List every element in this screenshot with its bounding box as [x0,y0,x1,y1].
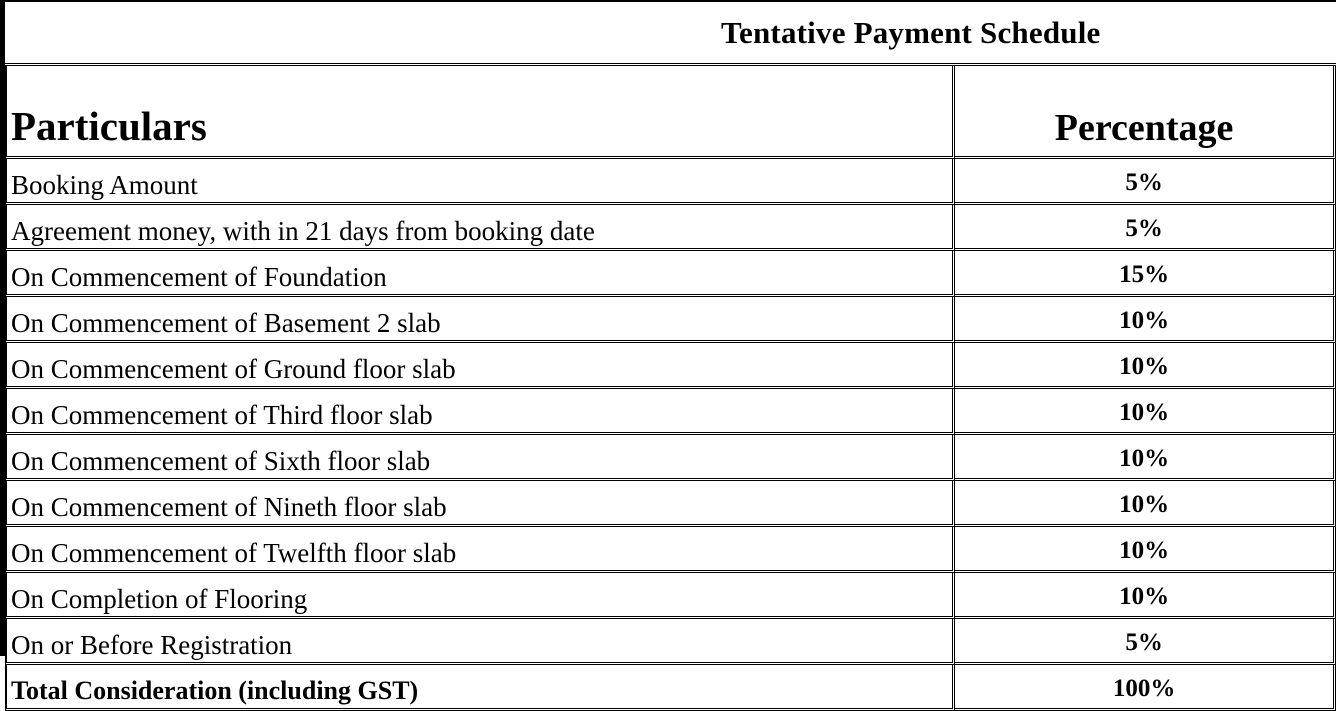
row-particular: On Commencement of Nineth floor slab [5,481,955,527]
table-row [5,343,1336,389]
row-percentage: 5% [955,159,1336,205]
row-particular: Agreement money, with in 21 days from booking date [5,205,955,251]
table-row [5,159,1336,205]
row-percentage: 15% [955,251,1336,297]
header-particulars: Particulars [5,66,955,159]
row-particular: On Commencement of Twelfth floor slab [5,527,955,573]
row-percentage: 10% [955,435,1336,481]
row-percentage: 10% [955,343,1336,389]
table-row [5,205,1336,251]
table-row [5,389,1336,435]
row-percentage: 10% [955,389,1336,435]
total-label: Total Consideration (including GST) [5,665,955,711]
row-particular: On or Before Registration [5,619,955,665]
table-row [5,251,1336,297]
row-particular: On Commencement of Basement 2 slab [5,297,955,343]
row-percentage: 5% [955,205,1336,251]
row-particular: On Commencement of Ground floor slab [5,343,955,389]
table-row [5,297,1336,343]
row-particular: On Completion of Flooring [5,573,955,619]
row-percentage: 10% [955,573,1336,619]
row-percentage: 5% [955,619,1336,665]
table-row [5,619,1336,665]
schedule-title: Tentative Payment Schedule [721,15,1101,50]
table-row [5,435,1336,481]
row-percentage: 10% [955,297,1336,343]
row-percentage: 10% [955,527,1336,573]
title-row [5,0,1336,62]
row-particular: Booking Amount [5,159,955,205]
table-header-row [5,66,1336,159]
table-row [5,481,1336,527]
payment-schedule-table [5,63,1336,711]
row-percentage: 10% [955,481,1336,527]
table-row [5,527,1336,573]
header-percentage: Percentage [955,66,1336,159]
total-row [5,665,1336,711]
row-particular: On Commencement of Foundation [5,251,955,297]
total-percentage: 100% [955,665,1336,711]
table-row [5,573,1336,619]
row-particular: On Commencement of Third floor slab [5,389,955,435]
row-particular: On Commencement of Sixth floor slab [5,435,955,481]
